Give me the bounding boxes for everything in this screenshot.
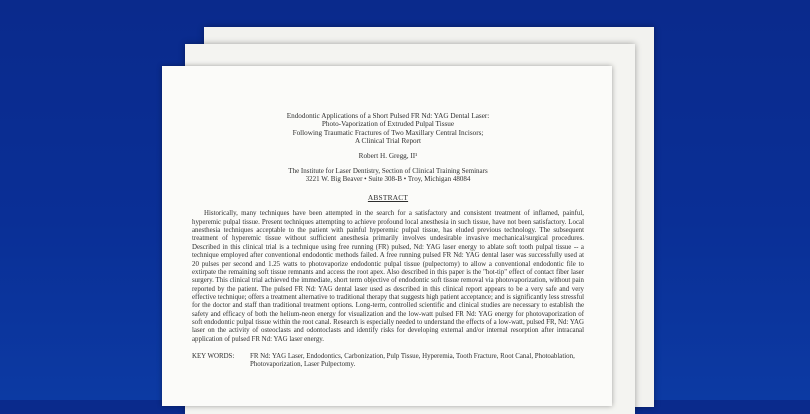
author-name: Robert H. Gregg, II¹ xyxy=(358,151,418,160)
title-line: A Clinical Trial Report xyxy=(354,137,422,146)
document-title xyxy=(192,112,584,146)
affiliation xyxy=(192,167,584,183)
affiliation-line: 3221 W. Big Beaver • Suite 308-B • Troy, Michigan 48084 xyxy=(305,175,471,184)
abstract-heading: ABSTRACT xyxy=(367,193,409,203)
keywords-text: FR Nd: YAG Laser, Endodontics, Carbonization, Pulp Tissue, Hyperemia, Tooth Fracture, Root Canal, Photoablation, Photovaporization, Laser Pulpectomy. xyxy=(250,352,575,369)
keywords-label: KEY WORDS: xyxy=(192,352,235,360)
front-page xyxy=(162,66,612,406)
abstract-text: Historically, many techniques have been attempted in the search for a satisfactory and consistent treatment of inflamed, painful, hyperemic pulpal tissue. Present techniques attempting to achieve profound local anesthesia in such tissue, have not been satisfactory. Local anesthesia techniques acceptable to the patient with painful hyperemic pulpal tissue, has eluded previous technology. The subsequent treatment of hyperemic tissue without sufficient anesthesia primarily involves undesirable invasive mechanical/surgical procedures. Described in this clinical trial is a technique using free running (FR) pulsed, Nd: YAG laser energy to ablate soft tooth pulpal tissue -- a technique employed after conventional endodontic methods failed. A free running pulsed FR Nd: YAG dental laser was successfully used at 20 pulses per second and 1.25 watts to photovaporize endodontic pulpal tissue (pulpectomy) to allow a conventional endodontic file to extirpate the remaining soft tissue remnants and access the root apex. Also described in this paper is the "hot-tip" effect of contact fiber laser surgery. This clinical trial achieved the immediate, short term objective of endodontic soft tissue removal via photovaporization, without pain reported by the patient. The pulsed FR Nd: YAG dental laser used as described in this clinical report appears to be a very safe and very effective technique; offers a treatment alternative to traditional therapy that suggests high patient acceptance; and is significantly less stressful for the doctor and staff than traditional treatment options. Long-term, controlled scientific and clinical studies are necessary to establish the safety and efficacy of both the helium-neon energy for visualization and the low-watt pulsed FR Nd: YAG energy for photovaporization of soft endodontic pulpal tissue within the root canal. Research is especially needed to understand the effects of a low-watt, pulsed FR, Nd: YAG laser on the activity of osteoclasts and odontoclasts and identify risks for developing external and/or internal resorption after intracanal application of pulsed FR Nd: YAG laser energy. xyxy=(192,210,584,343)
title-line: Following Traumatic Fractures of Two Maxillary Central Incisors; xyxy=(292,128,484,137)
keywords-section xyxy=(192,353,584,369)
title-line: Photo-Vaporization of Extruded Pulpal Tissue xyxy=(321,120,455,129)
document-body xyxy=(192,112,584,369)
affiliation-line: The Institute for Laser Dentistry, Section of Clinical Training Seminars xyxy=(288,166,488,175)
title-line: Endodontic Applications of a Short Pulsed FR Nd: YAG Dental Laser: xyxy=(286,112,490,120)
